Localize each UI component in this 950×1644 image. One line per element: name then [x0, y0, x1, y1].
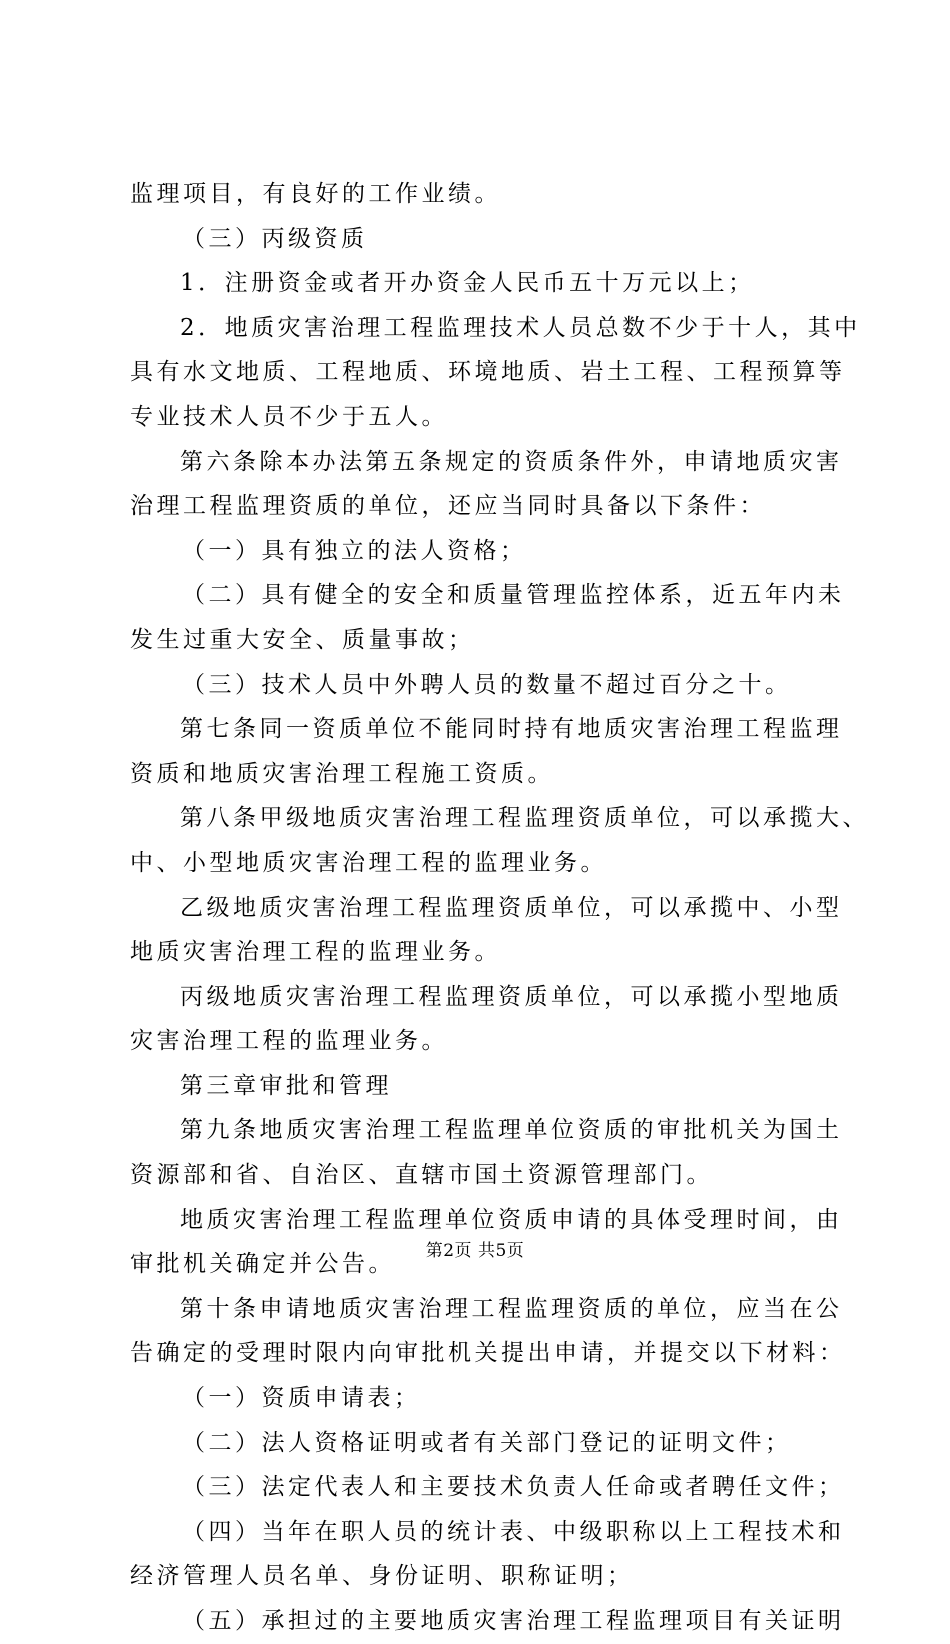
document-body [130, 172, 869, 1644]
text-line: 地质灾害治理工程的监理业务。 [130, 939, 501, 966]
text-line: 告确定的受理时限内向审批机关提出申请，并提交以下材料： [130, 1340, 846, 1367]
text-line: 地质灾害治理工程监理单位资质申请的具体受理时间，由 [180, 1206, 843, 1233]
text-line: （三）丙级资质 [182, 225, 368, 252]
text-line: 1．注册资金或者开办资金人民币五十万元以上； [180, 270, 755, 297]
text-line: 丙级地质灾害治理工程监理资质单位，可以承揽小型地质 [180, 983, 843, 1010]
text-line: （四）当年在职人员的统计表、中级职称以上工程技术和 [182, 1518, 845, 1545]
text-line: 中、小型地质灾害治理工程的监理业务。 [130, 849, 607, 876]
text-line: 经济管理人员名单、身份证明、职称证明； [130, 1563, 634, 1590]
text-line: 第十条申请地质灾害治理工程监理资质的单位，应当在公 [180, 1295, 843, 1322]
text-line: （五）承担过的主要地质灾害治理工程监理项目有关证明 [182, 1608, 845, 1634]
text-line: 乙级地质灾害治理工程监理资质单位，可以承揽中、小型 [180, 894, 843, 921]
text-line: 灾害治理工程的监理业务。 [130, 1028, 448, 1055]
chapter-heading: 第三章审批和管理 [180, 1072, 392, 1099]
text-line: 第七条同一资质单位不能同时持有地质灾害治理工程监理 [180, 716, 843, 743]
text-line: 审批机关确定并公告。 [130, 1251, 395, 1278]
text-line: 第九条地质灾害治理工程监理单位资质的审批机关为国土 [180, 1117, 843, 1144]
text-line: （二）具有健全的安全和质量管理监控体系，近五年内未 [182, 582, 845, 609]
text-line: （二）法人资格证明或者有关部门登记的证明文件； [182, 1429, 792, 1456]
text-line: 治理工程监理资质的单位，还应当同时具备以下条件： [130, 493, 766, 520]
text-line: 具有水文地质、工程地质、环境地质、岩土工程、工程预算等 [130, 359, 846, 386]
text-line: 第八条甲级地质灾害治理工程监理资质单位，可以承揽大、 [180, 805, 869, 832]
text-line: （三）技术人员中外聘人员的数量不超过百分之十。 [182, 671, 792, 698]
text-line: 2．地质灾害治理工程监理技术人员总数不少于十人，其中 [180, 314, 861, 341]
page-number-footer: 第2页 共5页 [425, 1241, 525, 1261]
text-line: 第六条除本办法第五条规定的资质条件外，申请地质灾害 [180, 448, 843, 475]
text-line: 资质和地质灾害治理工程施工资质。 [130, 760, 554, 787]
text-line: （一）具有独立的法人资格； [182, 537, 527, 564]
text-line: 发生过重大安全、质量事故； [130, 626, 475, 653]
text-line: 资源部和省、自治区、直辖市国土资源管理部门。 [130, 1162, 713, 1189]
text-line: 监理项目，有良好的工作业绩。 [130, 181, 501, 207]
text-line: （一）资质申请表； [182, 1385, 421, 1412]
text-line: 专业技术人员不少于五人。 [130, 403, 448, 430]
text-line: （三）法定代表人和主要技术负责人任命或者聘任文件； [182, 1474, 845, 1501]
